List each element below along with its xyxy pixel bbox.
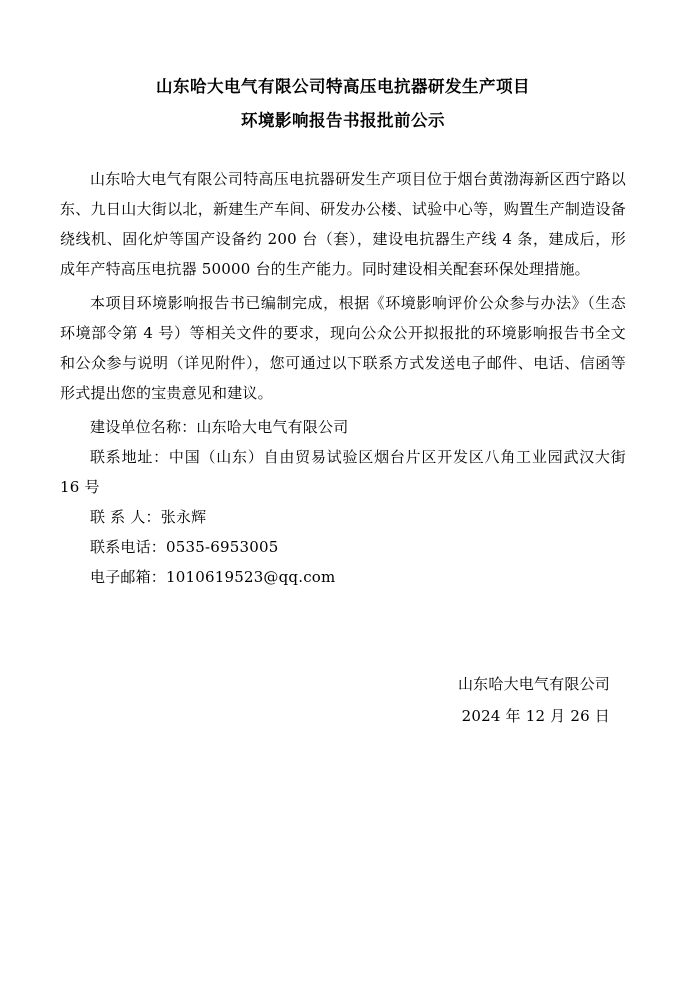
title-line-2: 环境影响报告书报批前公示 — [241, 111, 445, 130]
info-company-name: 建设单位名称：山东哈大电气有限公司 — [90, 418, 349, 436]
paragraph-project-description: 山东哈大电气有限公司特高压电抗器研发生产项目位于烟台黄渤海新区西宁路以东、九日山大街以北，新建生产车间、研发办公楼、试验中心等，购置生产制造设备绕线机、固化炉等国产设备约 200 台（套），建设电抗器生产线 4 条，建成后，形成年产特高压电抗器 50000 台的生产能力。同时建设相关配套环保处理措施。 — [60, 170, 626, 278]
signature-company: 山东哈大电气有限公司 — [457, 675, 610, 693]
info-address: 联系地址：中国（山东）自由贸易试验区烟台片区开发区八角工业园武汉大街 16 号 — [60, 448, 626, 496]
document-body — [60, 164, 626, 592]
info-contact-person: 联 系 人：张永辉 — [90, 508, 207, 526]
info-email: 电子邮箱：1010619523@qq.com — [90, 568, 336, 586]
signature-block — [60, 668, 626, 732]
paragraph-public-participation: 本项目环境影响报告书已编制完成，根据《环境影响评价公众参与办法》（生态环境部令第 4 号）等相关文件的要求，现向公众公开拟报批的环境影响报告书全文和公众参与说明（详见附件），您可通过以下联系方式发送电子邮件、电话、信函等形式提出您的宝贵意见和建议。 — [60, 294, 626, 402]
title-line-1: 山东哈大电气有限公司特高压电抗器研发生产项目 — [156, 77, 530, 96]
info-phone: 联系电话：0535-6953005 — [90, 538, 279, 556]
page-title — [60, 70, 626, 138]
signature-date: 2024 年 12 月 26 日 — [461, 707, 610, 725]
